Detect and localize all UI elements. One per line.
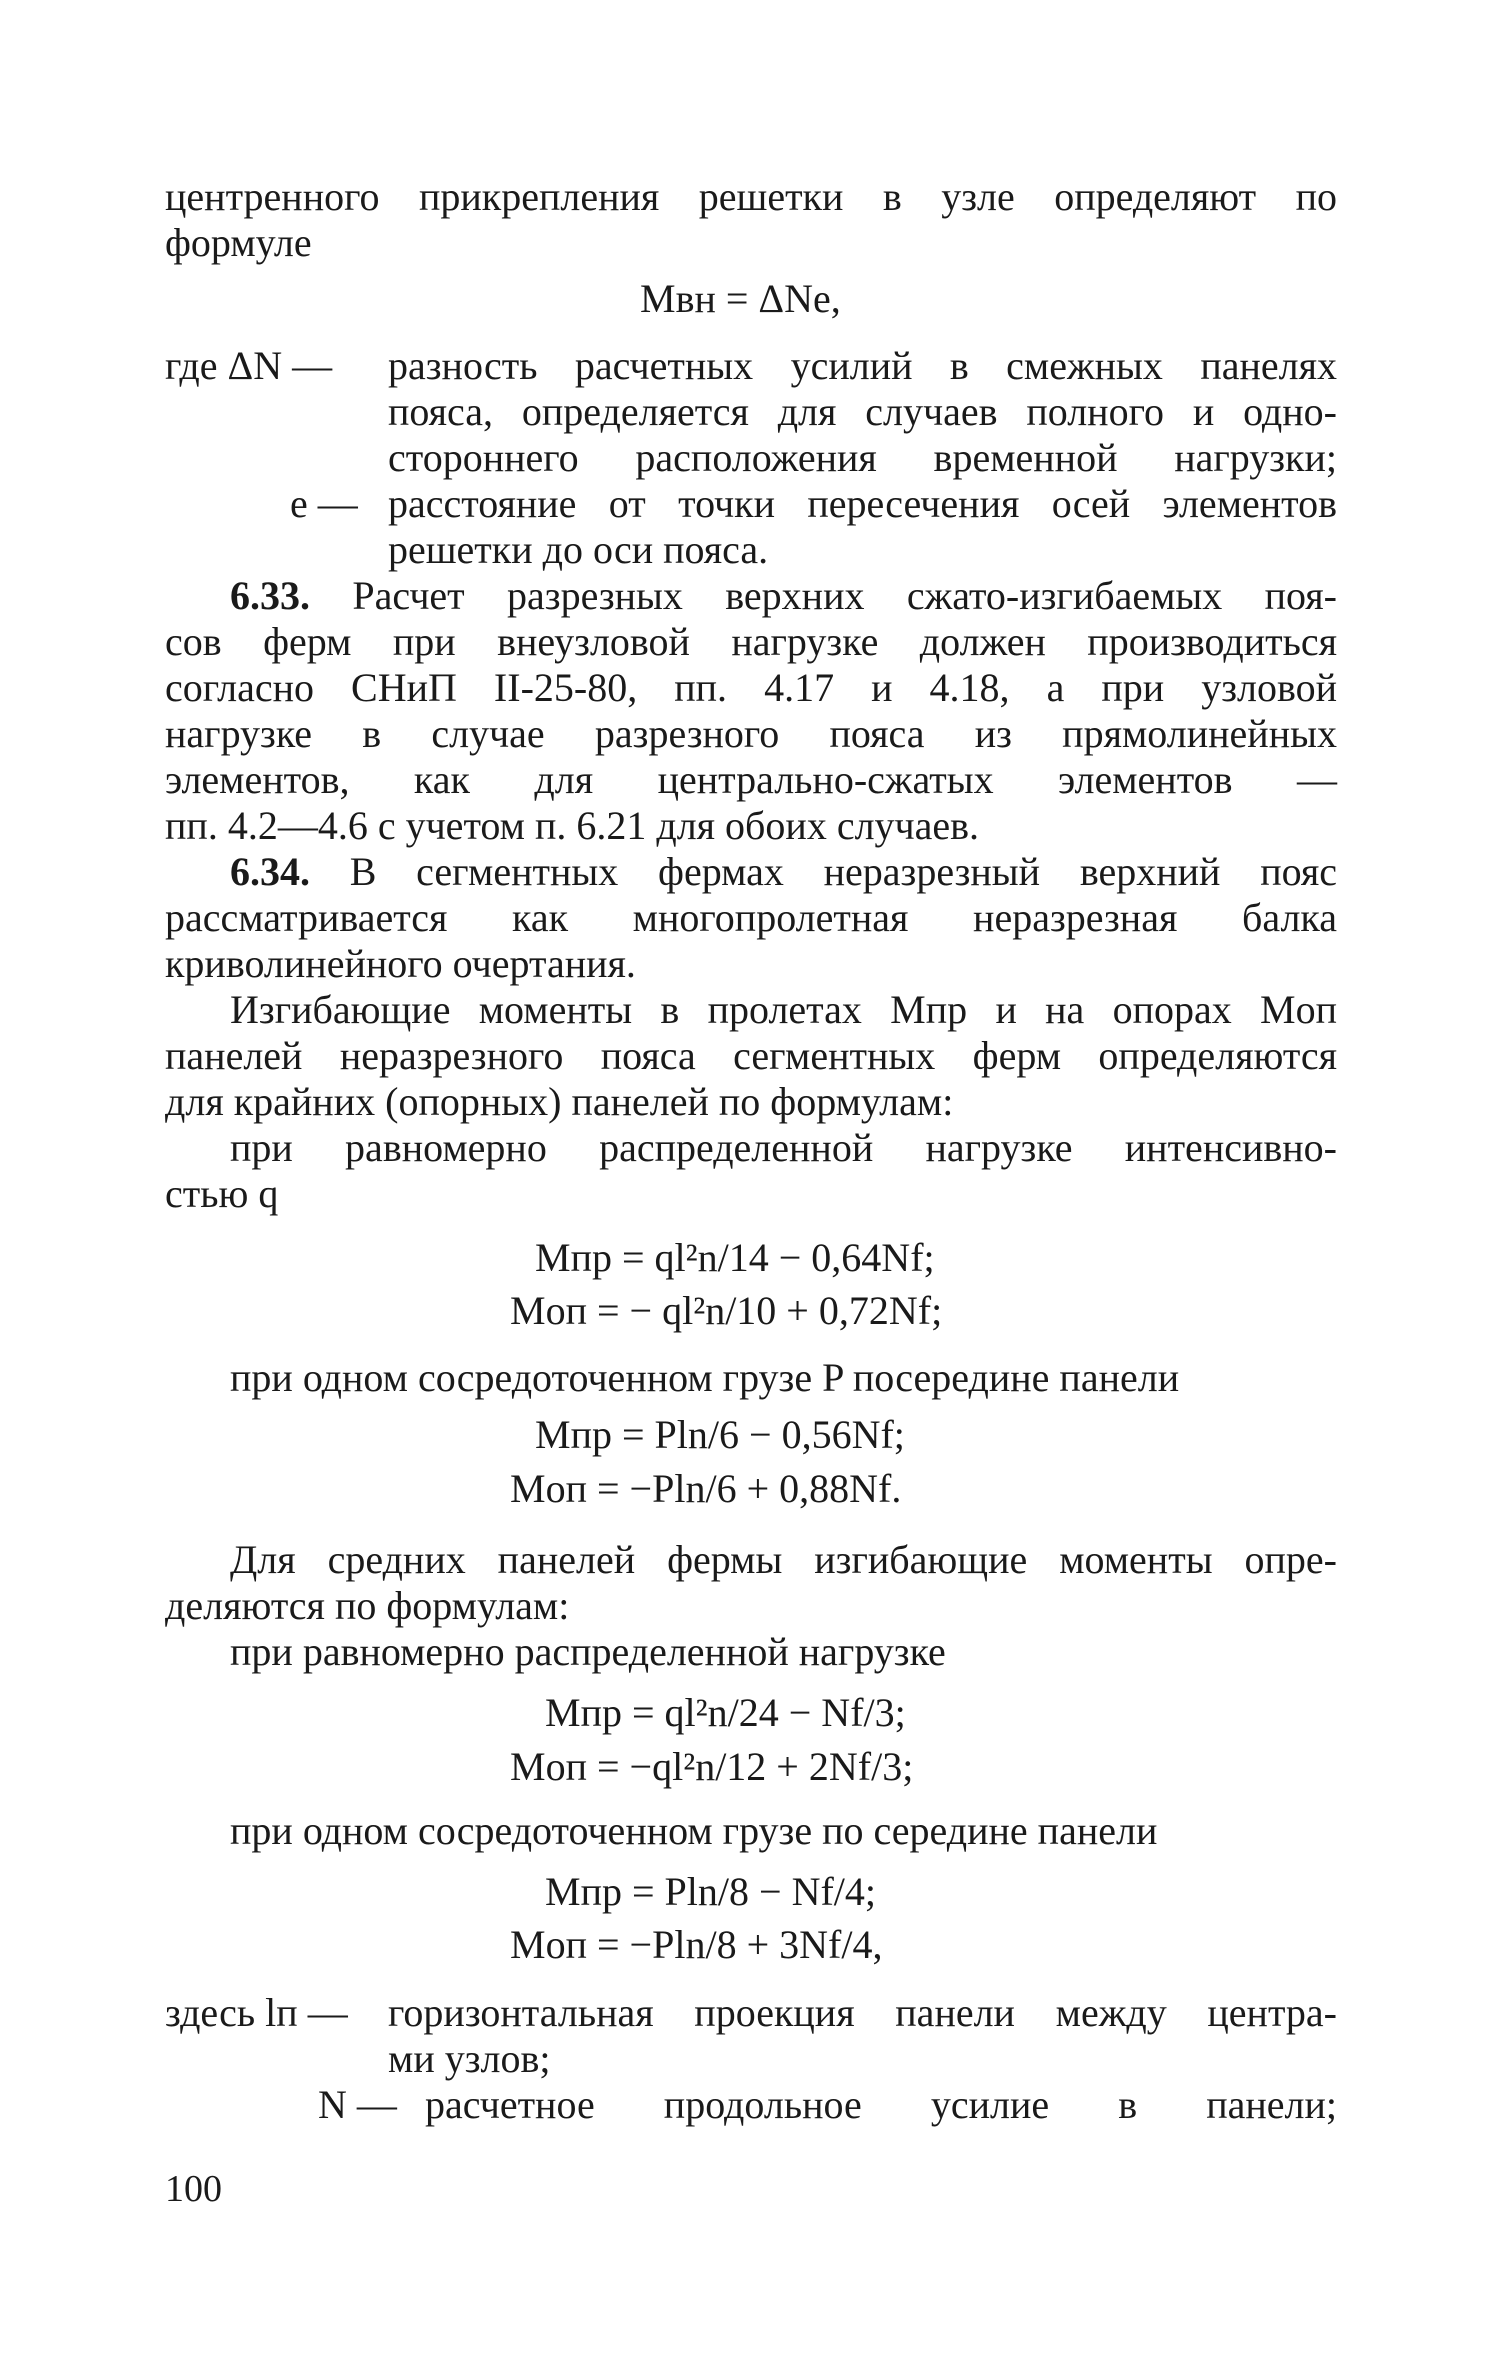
where-dn-line-1: разность расчетных усилий в смежных панелях bbox=[388, 343, 1337, 388]
section-633-line-1-text: Расчет разрезных верхних сжато-изгибаемых поя- bbox=[352, 573, 1337, 618]
section-634-line-3: криволинейного очертания. bbox=[165, 941, 636, 986]
formula-main: Mвн = ΔNe, bbox=[640, 276, 841, 321]
page-number: 100 bbox=[165, 2168, 222, 2210]
moments-intro-line-2: панелей неразрезного пояса сегментных ферм определяются bbox=[165, 1033, 1337, 1078]
uniform-end-line-2: стью q bbox=[165, 1171, 279, 1216]
point-end-formula-2: Mоп = −Pln/6 + 0,88Nf. bbox=[510, 1466, 902, 1511]
uniform-mid-formula-1: Mпр = ql²n/24 − Nf/3; bbox=[545, 1690, 906, 1735]
point-mid-line-1: при одном сосредоточенном грузе по середине панели bbox=[230, 1808, 1158, 1853]
section-634-number: 6.34. bbox=[230, 849, 310, 894]
section-634-line-2: рассматривается как многопролетная неразрезная балка bbox=[165, 895, 1337, 940]
middle-intro-line-2: деляются по формулам: bbox=[165, 1583, 570, 1628]
where-dn-line-3: стороннего расположения временной нагрузки; bbox=[388, 435, 1337, 480]
intro-line-2: формуле bbox=[165, 220, 312, 265]
section-634-line-1 bbox=[230, 849, 1337, 895]
here-n-label: N — bbox=[318, 2082, 397, 2127]
here-ln-line-1: горизонтальная проекция панели между центра- bbox=[388, 1990, 1337, 2035]
uniform-end-formula-2: Mоп = − ql²n/10 + 0,72Nf; bbox=[510, 1288, 943, 1333]
moments-intro-line-3: для крайних (опорных) панелей по формулам: bbox=[165, 1079, 954, 1124]
point-mid-formula-1: Mпр = Pln/8 − Nf/4; bbox=[545, 1869, 876, 1914]
point-mid-formula-2: Mоп = −Pln/8 + 3Nf/4, bbox=[510, 1922, 883, 1967]
where-e-line-2: решетки до оси пояса. bbox=[388, 527, 769, 572]
point-end-line-1: при одном сосредоточенном грузе P посередине панели bbox=[230, 1355, 1180, 1400]
section-634-line-1-text: В сегментных фермах неразрезный верхний пояс bbox=[349, 849, 1338, 894]
where-e-line-1: расстояние от точки пересечения осей элементов bbox=[388, 481, 1337, 526]
section-633-line-6: пп. 4.2—4.6 с учетом п. 6.21 для обоих случаев. bbox=[165, 803, 980, 848]
moments-intro-line-1: Изгибающие моменты в пролетах Mпр и на опорах Mоп bbox=[230, 987, 1337, 1032]
section-633-number: 6.33. bbox=[230, 573, 310, 618]
section-633-line-1 bbox=[230, 573, 1337, 619]
where-dn-line-2: пояса, определяется для случаев полного и одно- bbox=[388, 389, 1337, 434]
uniform-mid-formula-2: Mоп = −ql²n/12 + 2Nf/3; bbox=[510, 1744, 914, 1789]
section-633-line-2: сов ферм при внеузловой нагрузке должен производиться bbox=[165, 619, 1337, 664]
where-dn-label: где ΔN — bbox=[165, 343, 333, 388]
uniform-end-line-1: при равномерно распределенной нагрузке интенсивно- bbox=[230, 1125, 1337, 1170]
section-633-line-4: нагрузке в случае разрезного пояса из прямолинейных bbox=[165, 711, 1337, 756]
uniform-end-formula-1: Mпр = ql²n/14 − 0,64Nf; bbox=[535, 1235, 935, 1280]
here-ln-line-2: ми узлов; bbox=[388, 2036, 551, 2081]
where-e-label: e — bbox=[290, 481, 358, 526]
uniform-mid-line-1: при равномерно распределенной нагрузке bbox=[230, 1629, 946, 1674]
here-ln-label: здесь lп — bbox=[165, 1990, 348, 2035]
section-633-line-5: элементов, как для центрально-сжатых элементов — bbox=[165, 757, 1337, 802]
middle-intro-line-1: Для средних панелей фермы изгибающие моменты опре- bbox=[230, 1537, 1337, 1582]
point-end-formula-1: Mпр = Pln/6 − 0,56Nf; bbox=[535, 1412, 905, 1457]
section-633-line-3: согласно СНиП II-25-80, пп. 4.17 и 4.18, а при узловой bbox=[165, 665, 1337, 710]
here-n-line-1: расчетное продольное усилие в панели; bbox=[425, 2082, 1337, 2127]
intro-line-1: центренного прикрепления решетки в узле определяют по bbox=[165, 174, 1337, 219]
